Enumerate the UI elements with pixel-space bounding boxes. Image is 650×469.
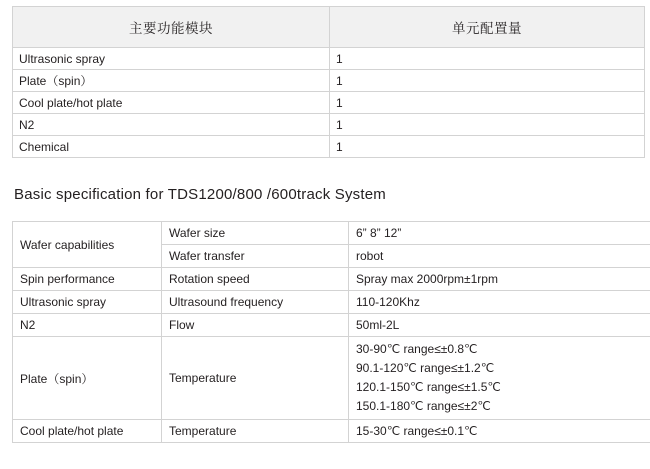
- value-line: 120.1-150℃ range≤±1.5℃: [356, 378, 650, 397]
- module-configuration-table: [12, 6, 645, 158]
- table-row: [13, 291, 650, 314]
- cell-parameter: Temperature: [162, 337, 349, 420]
- table-row: [13, 337, 650, 420]
- value-line: 150.1-180℃ range≤±2℃: [356, 397, 650, 416]
- column-header-module: 主要功能模块: [13, 7, 330, 48]
- cell-parameter: Rotation speed: [162, 268, 349, 291]
- column-header-quantity: 单元配置量: [330, 7, 645, 48]
- cell-module-name: Plate（spin）: [13, 70, 330, 92]
- cell-category: Wafer capabilities: [13, 222, 162, 268]
- cell-value: 110-120Khz: [349, 291, 650, 314]
- table-row: [13, 268, 650, 291]
- cell-parameter: Temperature: [162, 420, 349, 443]
- value-line: 30-90℃ range≤±0.8℃: [356, 340, 650, 359]
- cell-parameter: Wafer size: [162, 222, 349, 245]
- cell-category: Cool plate/hot plate: [13, 420, 162, 443]
- cell-module-quantity: 1: [330, 92, 645, 114]
- cell-value-multiline: [349, 337, 650, 420]
- cell-module-quantity: 1: [330, 114, 645, 136]
- section-heading: Basic specification for TDS1200/800 /600track System: [14, 186, 638, 203]
- table-row: [13, 222, 650, 245]
- basic-specification-table: [12, 221, 650, 443]
- cell-category: Spin performance: [13, 268, 162, 291]
- value-line: 90.1-120℃ range≤±1.2℃: [356, 359, 650, 378]
- cell-value: 6” 8” 12”: [349, 222, 650, 245]
- cell-module-quantity: 1: [330, 136, 645, 158]
- table-row: [13, 70, 645, 92]
- document-page: [0, 6, 650, 469]
- cell-module-name: Ultrasonic spray: [13, 48, 330, 70]
- cell-category: N2: [13, 314, 162, 337]
- table-row: [13, 136, 645, 158]
- table-row: [13, 314, 650, 337]
- cell-module-quantity: 1: [330, 70, 645, 92]
- cell-module-name: N2: [13, 114, 330, 136]
- table-row: [13, 92, 645, 114]
- cell-parameter: Flow: [162, 314, 349, 337]
- cell-value: 15-30℃ range≤±0.1℃: [349, 420, 650, 443]
- table-row: [13, 114, 645, 136]
- cell-module-name: Chemical: [13, 136, 330, 158]
- table-header-row: [13, 7, 645, 48]
- cell-parameter: Ultrasound frequency: [162, 291, 349, 314]
- table-row: [13, 420, 650, 443]
- cell-parameter: Wafer transfer: [162, 245, 349, 268]
- cell-value: robot: [349, 245, 650, 268]
- cell-value: Spray max 2000rpm±1rpm: [349, 268, 650, 291]
- table-row: [13, 48, 645, 70]
- cell-module-name: Cool plate/hot plate: [13, 92, 330, 114]
- cell-value: 50ml-2L: [349, 314, 650, 337]
- cell-category: Ultrasonic spray: [13, 291, 162, 314]
- cell-module-quantity: 1: [330, 48, 645, 70]
- cell-category: Plate（spin）: [13, 337, 162, 420]
